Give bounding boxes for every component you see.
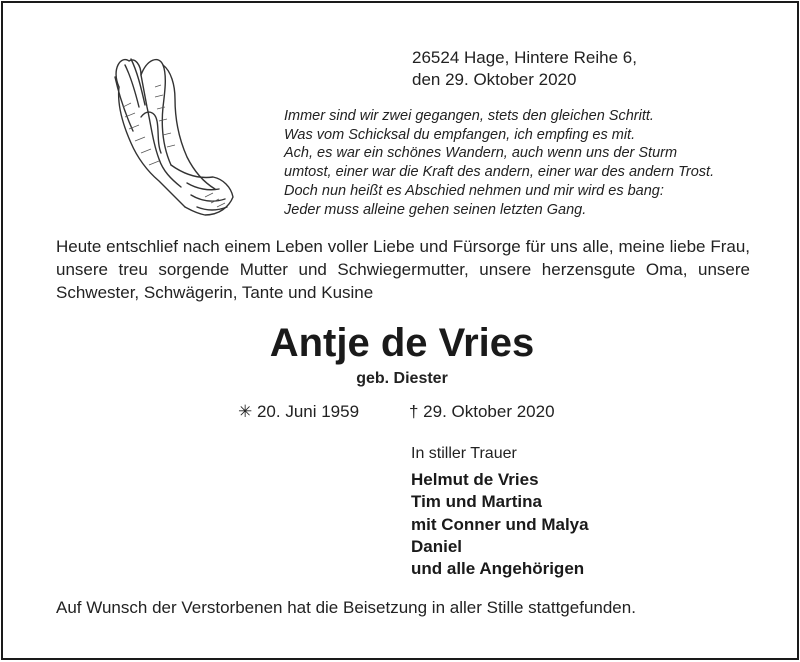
maiden-name: geb. Diester [356, 370, 448, 387]
family-member: Daniel [411, 536, 463, 556]
family-list [411, 469, 589, 580]
birth-date: ✳ 20. Juni 1959 [238, 402, 360, 421]
poem-line: Doch nun heißt es Abschied nehmen und mir wird es bang: [284, 182, 664, 199]
poem [284, 107, 714, 219]
place-date [412, 47, 637, 91]
closing-text: Auf Wunsch der Verstorbenen hat die Beisetzung in aller Stille stattgefunden. [56, 598, 636, 617]
family-member: mit Conner und Malya [411, 514, 589, 534]
date-line: den 29. Oktober 2020 [412, 70, 577, 89]
poem-line: Ach, es war ein schönes Wandern, auch wenn uns der Sturm [284, 145, 678, 162]
family-member: und alle Angehörigen [411, 559, 585, 579]
praying-hands-icon [101, 47, 241, 219]
address-line: 26524 Hage, Hintere Reihe 6, [412, 48, 637, 67]
poem-line: Jeder muss alleine gehen seinen letzten Gang. [284, 201, 587, 218]
family-member: Helmut de Vries [411, 470, 539, 489]
obituary-notice [1, 1, 799, 660]
deceased-name: Antje de Vries [269, 321, 535, 365]
poem-line: umtost, einer war die Kraft des andern, einer war des andern Trost. [284, 164, 715, 181]
mourning-label: In stiller Trauer [411, 445, 517, 462]
poem-line: Was vom Schicksal du empfangen, ich empfing es mit. [284, 126, 636, 143]
intro-text: Heute entschlief nach einem Leben voller Liebe und Fürsorge für uns alle, meine liebe Frau, unsere treu sorgende Mutter und Schwiegermutter, unsere herzensgute Oma, unsere Schwester, Schwägerin, Tante und Kusine [56, 237, 750, 302]
family-member: Tim und Martina [411, 492, 542, 512]
poem-line: Immer sind wir zwei gegangen, stets den gleichen Schritt. [284, 108, 654, 124]
death-date: † 29. Oktober 2020 [409, 402, 555, 421]
